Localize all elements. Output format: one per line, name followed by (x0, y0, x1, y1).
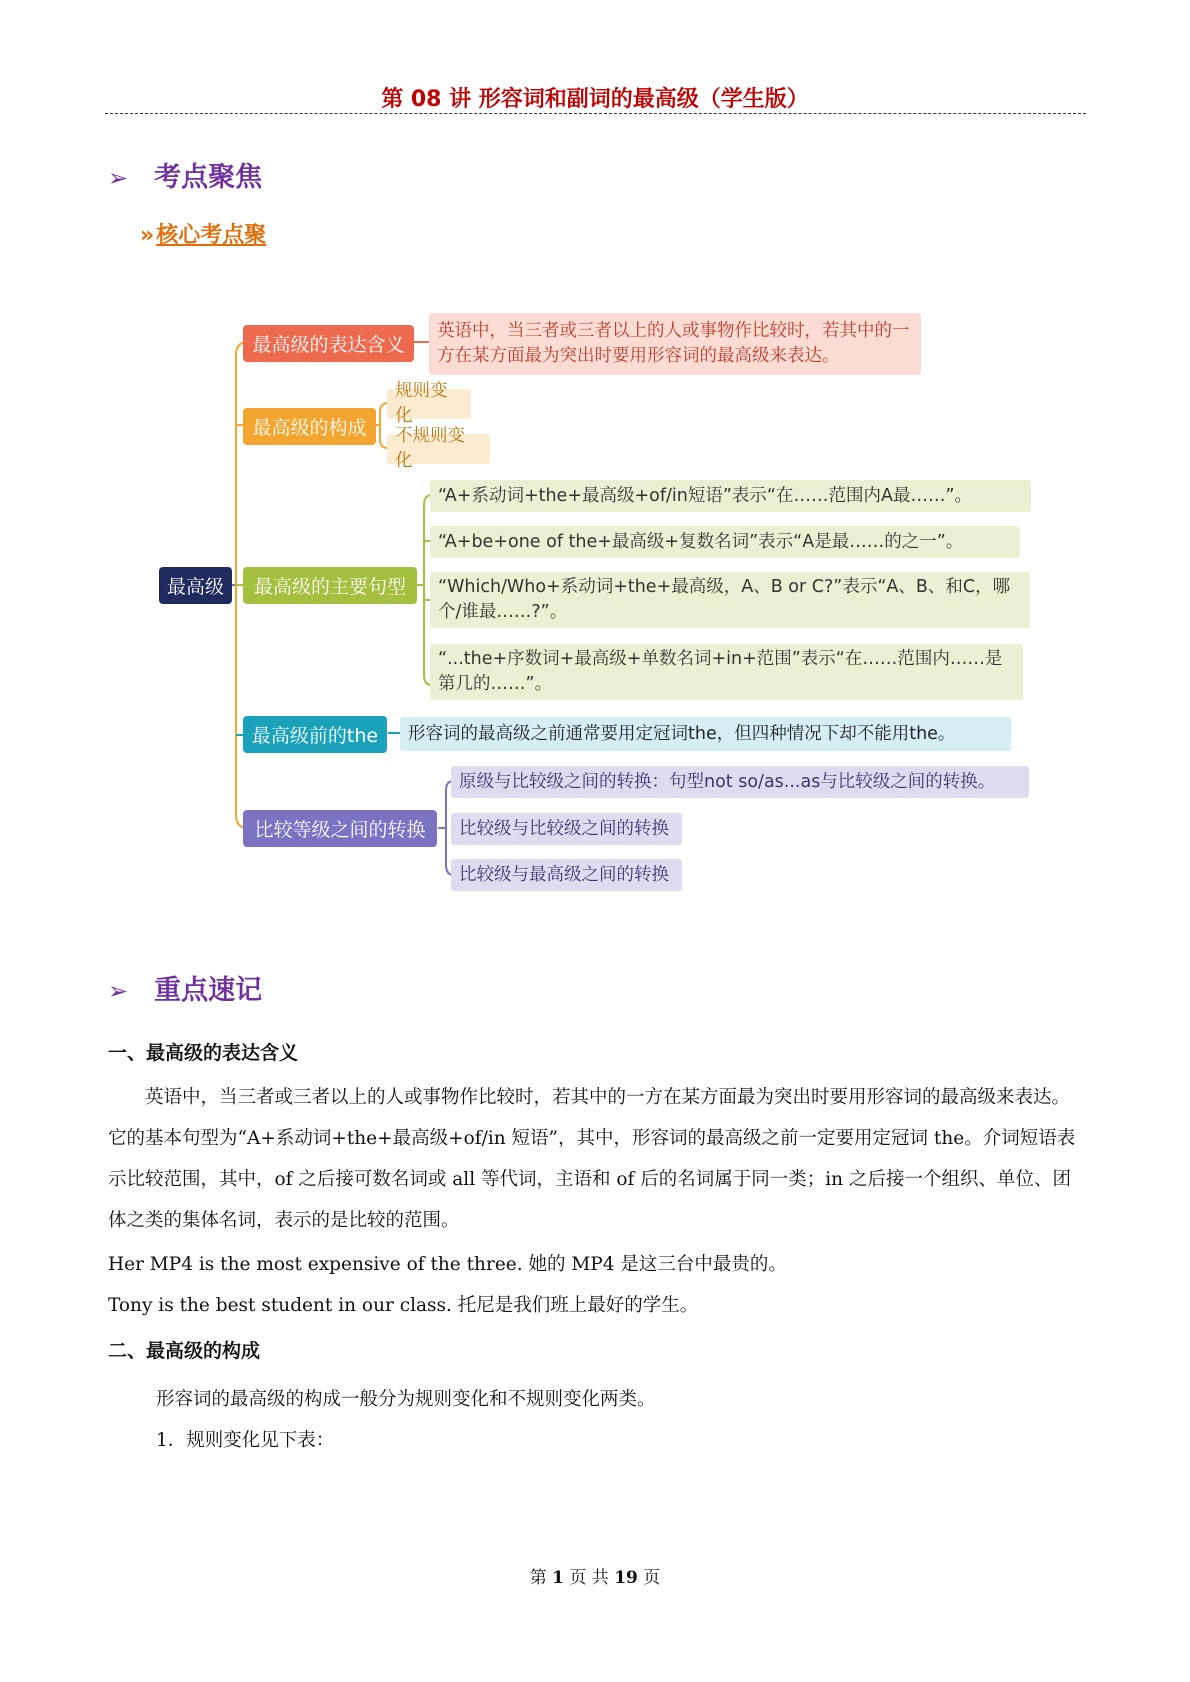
branch-degree-conversion: 比较等级之间的转换 (243, 810, 437, 847)
leaf-regular: 规则变化 (387, 389, 471, 419)
leaf-conversion-3: 比较级与最高级之间的转换 (451, 859, 682, 891)
core-points-title: 核心考点聚 (156, 223, 267, 248)
footer-suffix: 页 (643, 1568, 661, 1588)
leaf-pattern-4: “...the+序数词+最高级+单数名词+in+范围”表示“在……范围内……是第几的……”。 (430, 644, 1023, 700)
branch-meaning: 最高级的表达含义 (243, 325, 414, 362)
part1-example-1: Her MP4 is the most expensive of the three. 她的 MP4 是这三台中最贵的。 (108, 1254, 787, 1275)
part2-paragraph: 形容词的最高级的构成一般分为规则变化和不规则变化两类。 (156, 1389, 656, 1410)
leaf-pattern-3: “Which/Who+系动词+the+最高级，A、B or C?”表示“A、B、和C，哪个/谁最……?”。 (430, 572, 1030, 628)
section-keypoints-title: 重点速记 (154, 975, 263, 1006)
part1-heading: 一、最高级的表达含义 (108, 1042, 299, 1064)
leaf-irregular: 不规则变化 (387, 434, 490, 464)
arrow-bullet-icon: ➢ (108, 164, 129, 192)
leaf-pattern-2: “A+be+one of the+最高级+复数名词”表示“A是最……的之一”。 (430, 526, 1020, 558)
footer-prefix: 第 (529, 1568, 547, 1588)
page-footer (0, 1563, 1190, 1588)
leaf-conversion-1: 原级与比较级之间的转换：句型not so/as...as与比较级之间的转换。 (451, 766, 1029, 798)
leaf-meaning: 英语中，当三者或三者以上的人或事物作比较时，若其中的一方在某方面最为突出时要用形容词的最高级来表达。 (429, 313, 921, 375)
leaf-pattern-1: “A+系动词+the+最高级+of/in短语”表示“在……范围内A最……”。 (430, 480, 1031, 512)
section-focus-title: 考点聚焦 (154, 162, 263, 193)
footer-page-number: 1 (552, 1568, 564, 1588)
section-keypoints-heading (108, 968, 262, 1007)
part2-heading: 二、最高级的构成 (108, 1340, 261, 1362)
double-chevron-icon: » (140, 223, 155, 248)
arrow-bullet-icon: ➢ (108, 977, 129, 1005)
part1-paragraph: 英语中，当三者或三者以上的人或事物作比较时，若其中的一方在某方面最为突出时要用形容词的最高级来表达。它的基本句型为“A+系动词+the+最高级+of/in 短语”，其中，形容词的最高级之前一定要用定冠词 the。介词短语表示比较范围，其中，of 之后接可数名词或 all 等代词，主语和 of 后的名词属于同一类；in 之后接一个组织、单位、团体之类的集体名词，表示的是比较的范围。 (108, 1087, 1076, 1231)
part1-example-2: Tony is the best student in our class. 托尼是我们班上最好的学生。 (108, 1295, 699, 1316)
footer-middle: 页 共 (569, 1568, 609, 1588)
branch-formation: 最高级的构成 (243, 408, 376, 445)
leaf-conversion-2: 比较级与比较级之间的转换 (451, 813, 682, 845)
document-title: 第 08 讲 形容词和副词的最高级（学生版） (381, 87, 809, 112)
branch-sentence-patterns: 最高级的主要句型 (243, 567, 417, 604)
branch-the-before-superlative: 最高级前的the (243, 716, 387, 753)
leaf-the: 形容词的最高级之前通常要用定冠词the，但四种情况下却不能用the。 (400, 717, 1011, 751)
part2-item-1: 1．规则变化见下表： (156, 1430, 335, 1451)
footer-total-pages: 19 (614, 1568, 638, 1588)
mindmap-root: 最高级 (159, 567, 232, 604)
